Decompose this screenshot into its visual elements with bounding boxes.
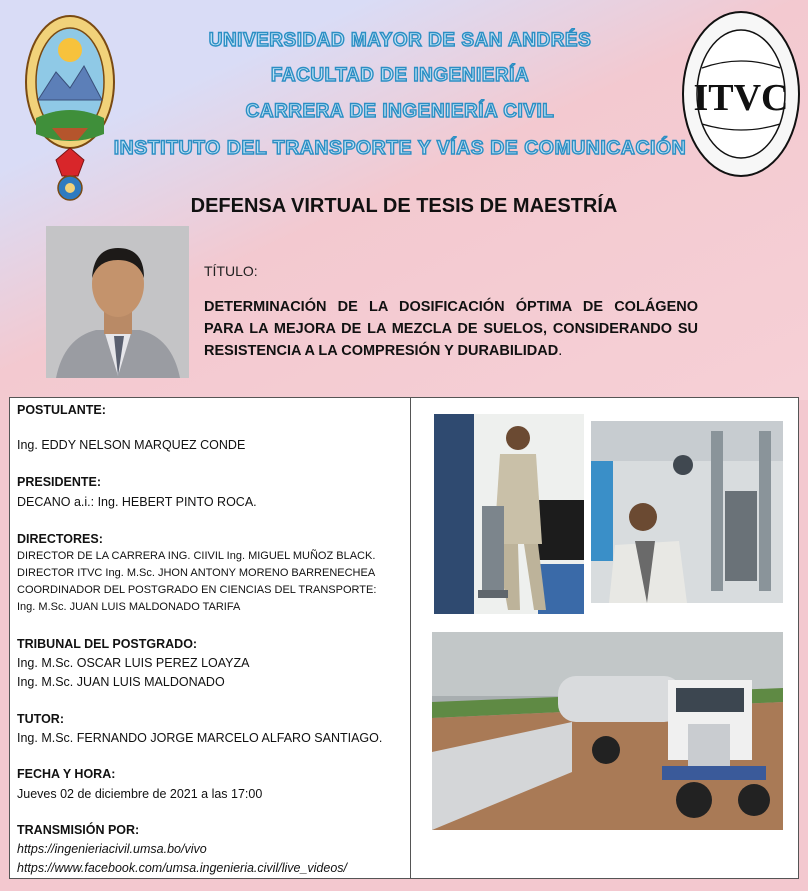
panel-divider [410,397,411,879]
tribunal-member: Ing. M.Sc. JUAN LUIS MALDONADO [17,675,225,689]
postulante-label: POSTULANTE: [17,403,106,417]
tanker-truck-photo [432,632,783,830]
fecha-label: FECHA Y HORA: [17,767,116,781]
thesis-title-period: . [558,343,563,359]
tribunal-member: Ing. M.Sc. OSCAR LUIS PEREZ LOAYZA [17,656,250,670]
director-line: DIRECTOR ITVC Ing. M.Sc. JHON ANTONY MORENO BARRENECHEA [17,567,376,579]
candidate-portrait-photo [46,226,189,378]
tribunal-label: TRIBUNAL DEL POSTGRADO: [17,637,198,651]
lab-worker-photo [434,414,584,614]
thesis-title [204,296,698,362]
director-line: Ing. M.Sc. JUAN LUIS MALDONADO TARIFA [17,601,241,613]
faculty-heading: FACULTAD DE INGENIERÍA [270,65,530,86]
tutor-label: TUTOR: [17,712,64,726]
thesis-title-label: TÍTULO: [204,263,258,279]
director-line: DIRECTOR DE LA CARRERA ING. CIIVIL Ing. MIGUEL MUÑOZ BLACK. [17,550,376,562]
university-heading: UNIVERSIDAD MAYOR DE SAN ANDRÉS [208,30,592,51]
institute-heading: INSTITUTO DEL TRANSPORTE Y VÍAS DE COMUNICACIÓN [113,137,687,159]
presidente-name: DECANO a.i.: Ing. HEBERT PINTO ROCA. [17,495,257,509]
transmision-label: TRANSMISIÓN POR: [17,823,140,837]
stream-link-facebook[interactable]: https://www.facebook.com/umsa.ingenieria.civil/live_videos/ [17,861,348,875]
svg-text:ITVC: ITVC [693,77,789,119]
postulante-name: Ing. EDDY NELSON MARQUEZ CONDE [17,438,246,452]
thesis-title-text: DETERMINACIÓN DE LA DOSIFICACIÓN ÓPTIMA DE COLÁGENO PARA LA MEJORA DE LA MEZCLA DE SUELOS, CONSIDERANDO SU RESISTENCIA A LA COMPRESIÓN Y DURABILIDAD [204,299,698,359]
lab-equipment-photo [591,421,783,603]
directores-label: DIRECTORES: [17,532,103,546]
stream-link-umsa[interactable]: https://ingenieriacivil.umsa.bo/vivo [17,842,207,856]
presidente-label: PRESIDENTE: [17,475,102,489]
event-title: DEFENSA VIRTUAL DE TESIS DE MAESTRÍA [190,195,618,217]
director-line: COORDINADOR DEL POSTGRADO EN CIENCIAS DEL TRANSPORTE: [17,584,377,596]
fecha-value: Jueves 02 de diciembre de 2021 a las 17:00 [17,787,263,801]
tutor-name: Ing. M.Sc. FERNANDO JORGE MARCELO ALFARO SANTIAGO. [17,731,383,745]
career-heading: CARRERA DE INGENIERÍA CIVIL [245,101,555,122]
